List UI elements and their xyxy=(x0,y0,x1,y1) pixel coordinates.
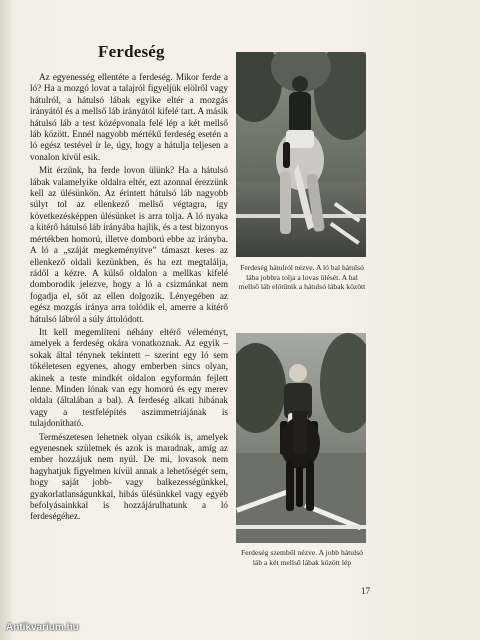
body-text xyxy=(30,72,228,523)
horse-rear-view-photo xyxy=(236,52,366,257)
horse-front-view-photo xyxy=(236,333,366,543)
page-number: 17 xyxy=(361,586,370,596)
paragraph: Itt kell megemlíteni néhány eltérő véleményt, amelyek a ferdeség okára vonatkoznak. Az egyik – sokak által ténynek tekintett – szerint egy ló sem tökéletesen egyenes, ahogy emberben sincs olyan, akinek a teste mindkét oldalon egyformán fejlett lenne. Minden lónak van egy homorú és egy merev oldala (általában a bal). A ferdeség alkati hibának vagy a testfelépítés aszimmetriájának is tulajdonítható. xyxy=(30,326,228,429)
page-title: Ferdeség xyxy=(98,42,165,61)
figure-caption: Ferdeség hátulról nézve. A ló bal hátulsó lába jobbra tolja a lovas ülését. A bal mellső láb előtűnik a hátulsó lábak között xyxy=(238,263,366,292)
watermark-logo: Antikvarium.hu xyxy=(6,622,79,633)
figure-caption: Ferdeség szemből nézve. A jobb hátulsó láb a két mellső lábak között lép xyxy=(241,548,363,567)
paragraph: Mit érzünk, ha ferde lovon ülünk? Ha a hátulsó lábak valamelyike oldalra eltér, ezt azonnal érezzünk kell az ülésünkön. Az érintett hátulsó láb nagyobb súlyt tol az ellenkező mellső végtagra, így következésképpen ülésünket is arra tolja. A ló nyaka a kitérő hátulsó láb irányába hajlik, és a test bizonyos mértékben homorú, illetve domború ebbe az irányba. A ló a „száját megkeményítve” támaszt keres az ellenkező oldali kezünkben, és ha ezt megtalálja, rádől a kézre. A külső oldalon a mellkas kifelé domborodik jelezve, hogy a ló a csizmánkat nem fogadja el, sőt az ellen dolgozik. Lényegében az egész mozgás iránya arra tolódik el, amerre a kitérő hátulsó lábról a súly áttolódott. xyxy=(30,165,228,324)
paragraph: Természetesen lehetnek olyan csikók is, amelyek egyenesnek születnek és azok is maradnak, amíg az ember hozzájuk nem nyúl. De mi, lovasok nem hagyhatjuk figyelmen kívül annak a lehetőségét sem, hogy saját jobb- vagy balkezességünkkel, gyakorlatlanságunkkal, hibás ülésünkkel vagy egyéb befolyásainkkal is hozzájárulhatunk a ló ferdeségéhez. xyxy=(30,431,228,522)
paragraph: Az egyenesség ellentéte a ferdeség. Mikor ferde a ló? Ha a mozgó lovat a talajról figyeljük elölről vagy hátulról, a hátulsó lábak egyike eltér a mozgás irányától és a mellső láb irányától kifelé tart. A másik hátulsó láb a test középvonala felé lép a két mellső láb között. Ennél nagyobb mértékű ferdeség esetén a ló egész testével ír le, úgy, hogy a hátulja teljesen a vonalon kívül esik. xyxy=(30,72,228,162)
